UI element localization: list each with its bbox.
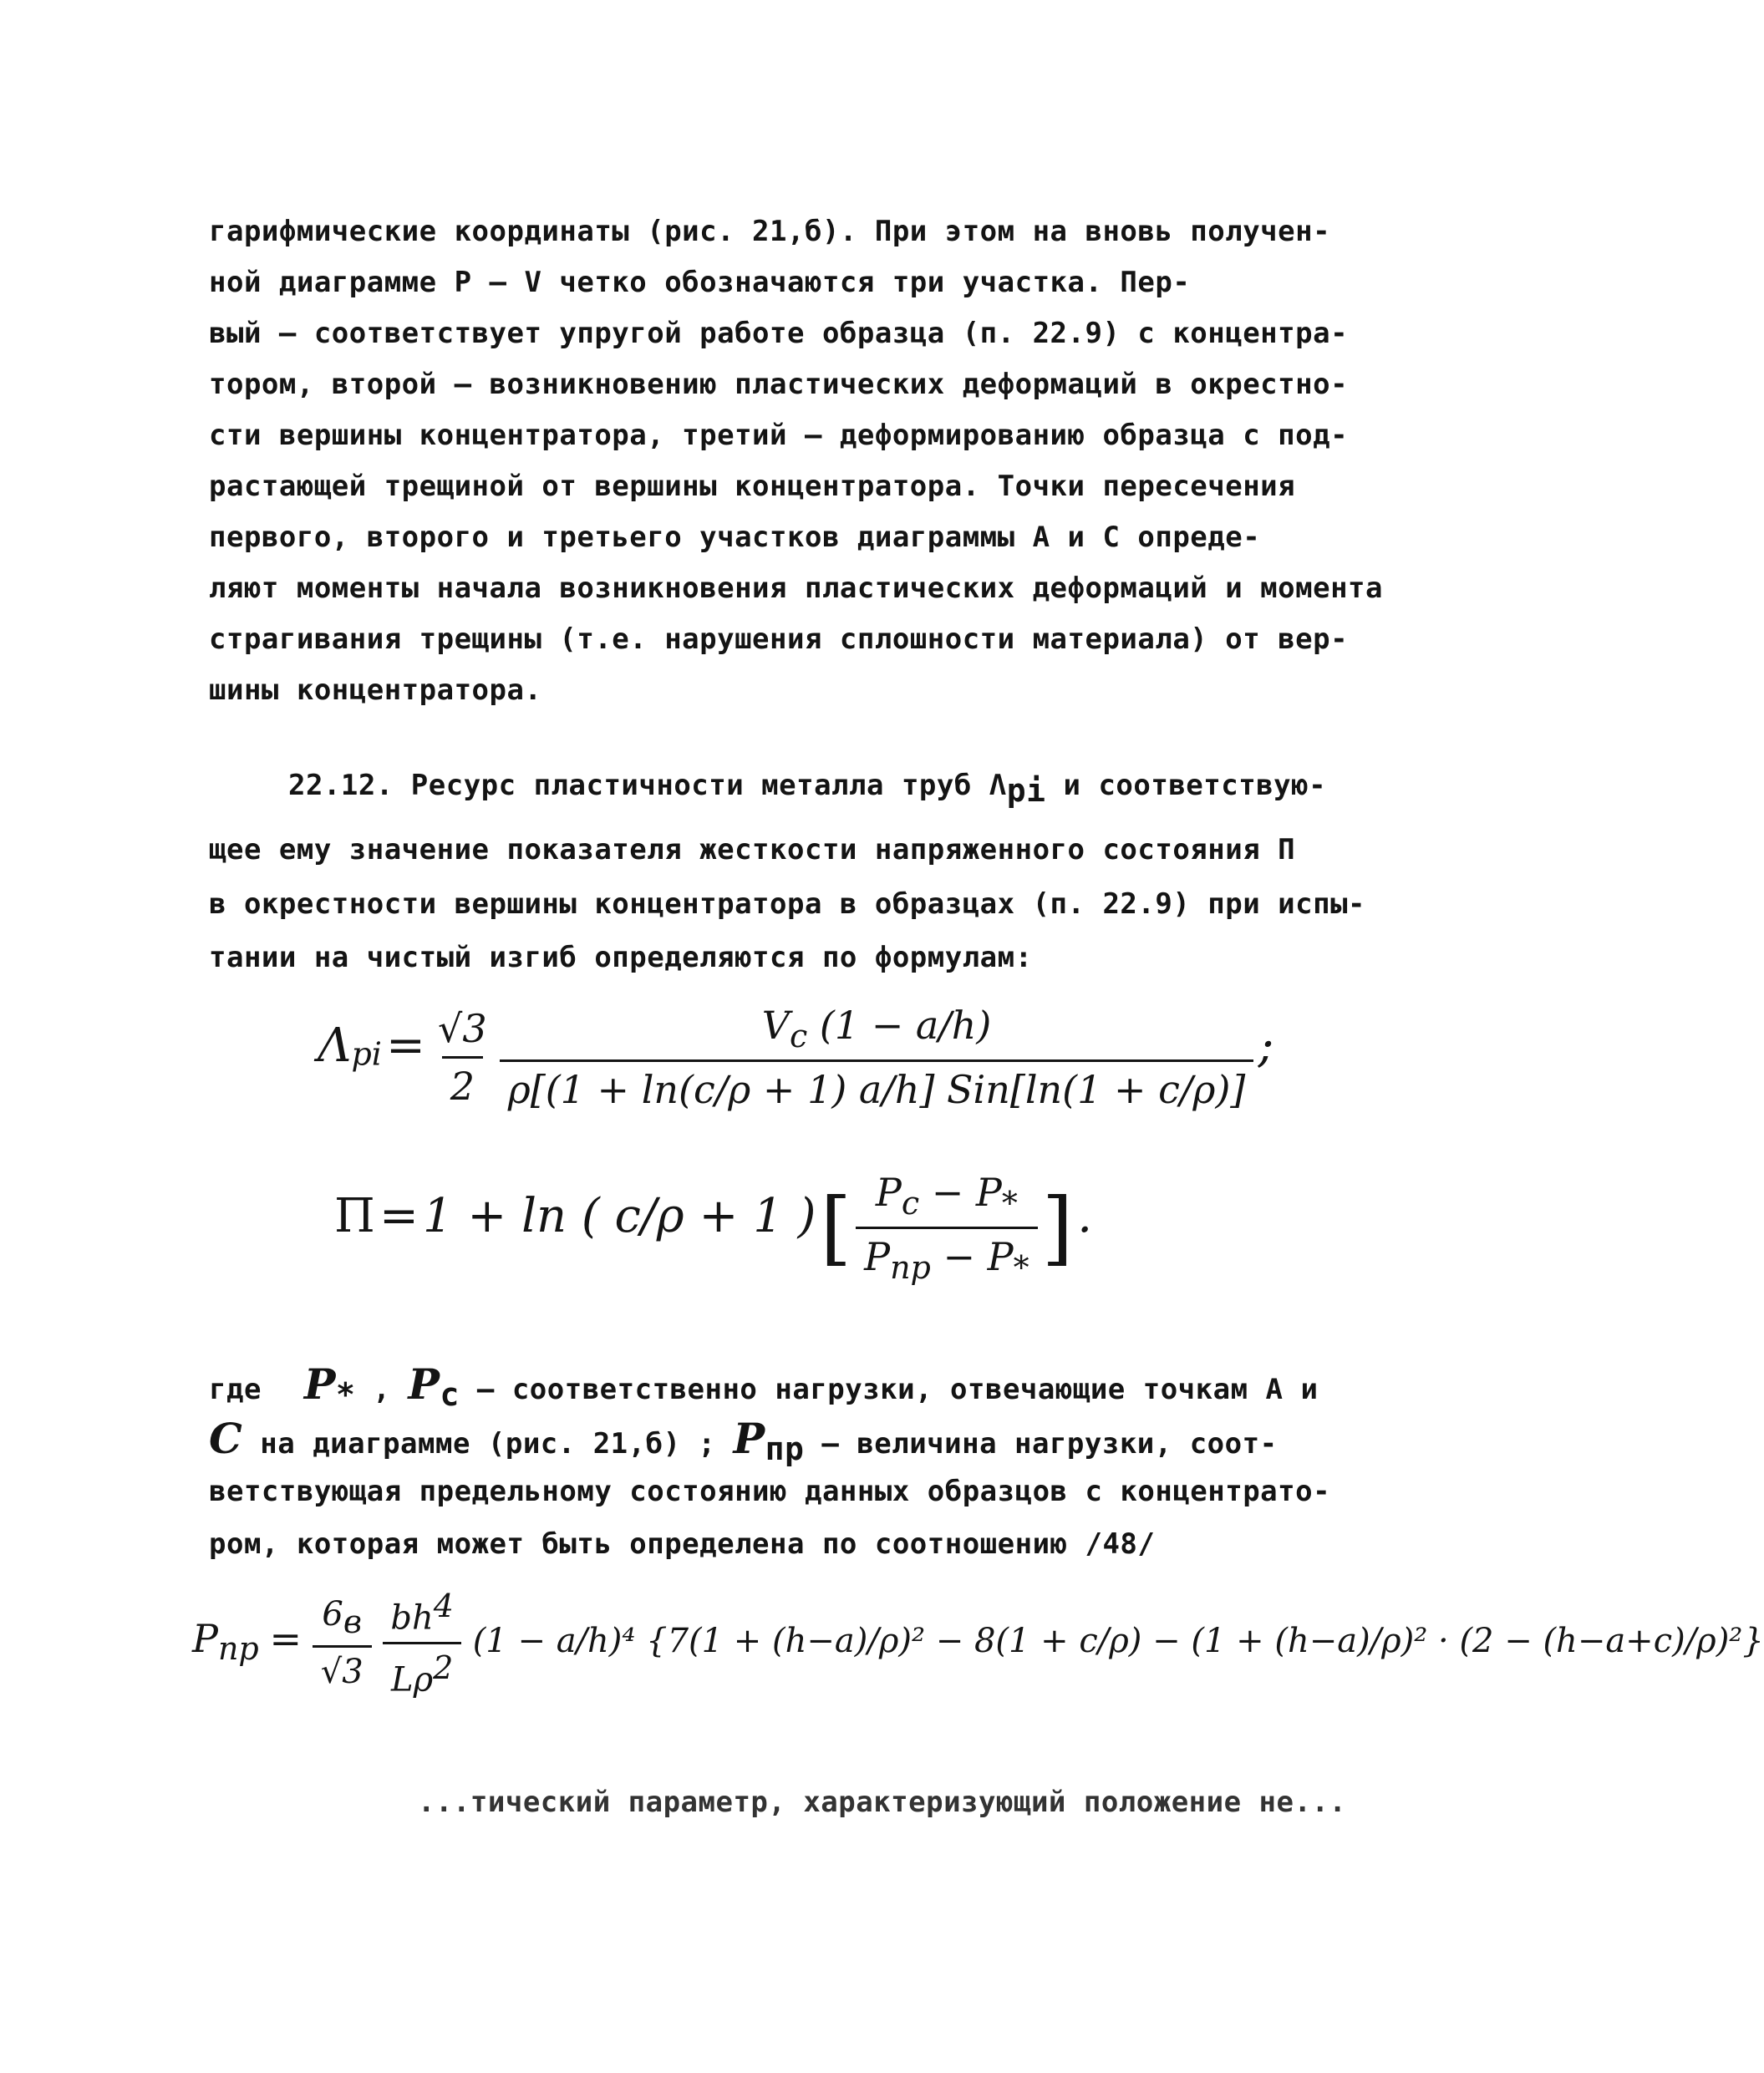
main-denominator: ρ[(1 + ln(c/ρ + 1) a/h] Sin[ln(1 + c/ρ)] bbox=[500, 1059, 1254, 1112]
text-line: ром, которая может быть определена по соотношению /48/ bbox=[209, 1527, 1156, 1561]
text-line: вый – соответствует упругой работе образца (п. 22.9) с концентра- bbox=[209, 317, 1349, 350]
text-line-tail: – величина нагрузки, соот- bbox=[821, 1427, 1278, 1461]
text-line: растающей трещиной от вершины концентратора. Точки пересечения bbox=[209, 470, 1296, 503]
formula-geometry-fraction: $\frac{bh^4}{L\rho^2}$ bbox=[382, 1588, 462, 1700]
formula-tail: . bbox=[1077, 1189, 1093, 1244]
separator: , bbox=[373, 1373, 391, 1406]
paragraph-heading: 22.12. Ресурс пластичности металла труб Λ bbox=[288, 769, 1007, 802]
open-bracket: [ bbox=[820, 1181, 852, 1275]
main-numerator: $V_c$ (1 − a/h) bbox=[761, 1003, 992, 1055]
load-symbol-c: P bbox=[408, 1359, 440, 1409]
formula-body: (1 − a/h)⁴ {7(1 + (h−a)/ρ)² − 8(1 + c/ρ) − (1 + (h−a)/ρ)² · (2 − (h−a+c)/ρ)²} bbox=[472, 1621, 1764, 1660]
coefficient-denominator: 2 bbox=[442, 1056, 483, 1109]
formula-equals: = bbox=[386, 1019, 425, 1074]
coefficient-numerator: √3 bbox=[438, 1006, 487, 1052]
formula-load-fraction bbox=[856, 1170, 1038, 1286]
text-line: ной диаграмме P – V четко обозначаются три участка. Пер- bbox=[209, 266, 1191, 299]
footer-text-line: ...тический параметр, характеризующий положение не... bbox=[418, 1786, 1347, 1819]
close-bracket: ] bbox=[1041, 1181, 1074, 1275]
text-line: где $P_*$ , $P_c$ – соответственно нагрузки, отвечающие точкам A и bbox=[209, 1359, 1319, 1413]
formula-strength-fraction: $\frac{6_в}{√3}$ bbox=[313, 1595, 372, 1691]
text-line: первого, второго и третьего участков диаграммы A и C опреде- bbox=[209, 521, 1261, 554]
text-line: шины концентратора. bbox=[209, 673, 542, 707]
limit-load-symbol: P bbox=[733, 1414, 765, 1463]
formula-tail: ; bbox=[1258, 1019, 1274, 1074]
text-tail: и соответствую- bbox=[1063, 769, 1327, 802]
formula-lhs: П bbox=[334, 1189, 375, 1244]
text-line: C на диаграмме (рис. 21,б) ; $P_{пр}$ – величина нагрузки, соот- bbox=[209, 1414, 1278, 1467]
text-line-body: соответственно нагрузки, отвечающие точкам A и bbox=[511, 1373, 1319, 1406]
load-symbol-star: P bbox=[303, 1359, 337, 1409]
formula-lhs: P bbox=[192, 1615, 218, 1661]
formula-coefficient bbox=[430, 1006, 496, 1109]
point-c-symbol: C bbox=[209, 1414, 243, 1463]
formula-lhs: Λ bbox=[318, 1019, 352, 1074]
text-line: в окрестности вершины концентратора в образцах (п. 22.9) при испы- bbox=[209, 887, 1366, 921]
where-word: где bbox=[209, 1373, 262, 1406]
text-line-body: на диаграмме (рис. 21,б) ; bbox=[260, 1427, 716, 1461]
text-line: тании на чистый изгиб определяются по формулам: bbox=[209, 941, 1033, 974]
text-line bbox=[288, 767, 1327, 809]
text-line: страгивания трещины (т.е. нарушения сплошности материала) от вер- bbox=[209, 622, 1349, 656]
formula-equals: = bbox=[379, 1189, 419, 1244]
symbol-subscript: pi bbox=[1006, 771, 1046, 809]
formula-equals: = bbox=[269, 1615, 302, 1661]
formula-body: 1 + ln ( c/ρ + 1 ) bbox=[422, 1189, 816, 1244]
formula-limit-load: $P_{пр}$ = $\frac{6_в}{√3}$ $\frac{bh^4}{L\rho^2}$ (1 − a/h)⁴ {7(1 + (h−a)/ρ)² − 8(1 + c/ρ) − (1 + (h−a)/ρ)² · (2 − (h−a+c)/ρ)²} bbox=[192, 1588, 1764, 1700]
text-line: сти вершины концентратора, третий – деформированию образца с под- bbox=[209, 419, 1349, 452]
text-line: ляют моменты начала возникновения пластических деформаций и момента bbox=[209, 572, 1383, 605]
text-line: гарифмические координаты (рис. 21,б). При этом на вновь получен- bbox=[209, 215, 1331, 248]
formula-lhs-sub: pi bbox=[351, 1035, 382, 1073]
text-line: тором, второй – возникновению пластических деформаций в окрестно- bbox=[209, 368, 1349, 401]
load-numerator: $P_c - P_*$ bbox=[875, 1170, 1018, 1222]
load-denominator: $P_{пр} - P_*$ bbox=[856, 1227, 1038, 1286]
formula-main-fraction bbox=[500, 1003, 1254, 1112]
text-line: щее ему значение показателя жесткости напряженного состояния П bbox=[209, 833, 1296, 866]
formula-stiffness bbox=[334, 1170, 1092, 1295]
formula-resource bbox=[318, 1003, 1273, 1153]
text-line: ветствующая предельному состоянию данных образцов с концентрато- bbox=[209, 1475, 1331, 1508]
